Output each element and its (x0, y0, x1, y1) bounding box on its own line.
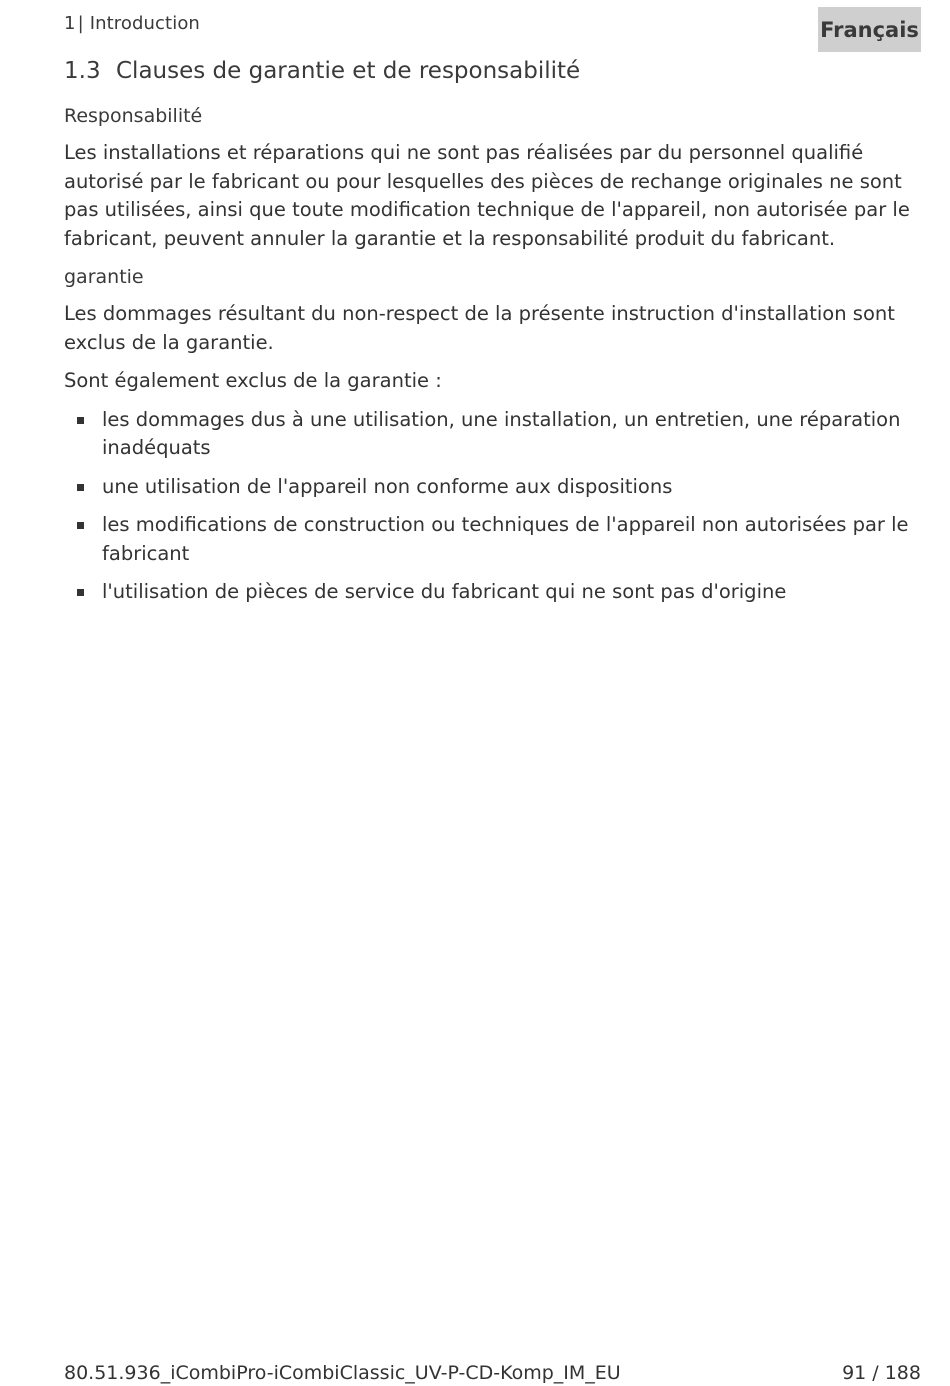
responsibility-paragraph: Les installations et réparations qui ne sont pas réalisées par du personnel qualifié autorisé par le fabricant ou pour lesquelles des pièces de rechange originales ne sont pas utilisées, ainsi que toute modification technique de l'appareil, non autorisée par le fabricant, peuvent annuler la garantie et la responsabilité produit du fabricant. (64, 141, 910, 250)
footer-page-number: 91 / 188 (842, 1362, 921, 1384)
exclusion-list (64, 406, 922, 607)
list-item (64, 473, 922, 502)
main-content (64, 102, 922, 617)
chapter-number: 1 (64, 13, 76, 34)
bullet-square-icon (77, 589, 84, 596)
warranty-paragraph: Les dommages résultant du non-respect de la présente instruction d'installation sont exclus de la garantie. (64, 302, 895, 354)
running-header (64, 13, 200, 34)
list-item-text: l'utilisation de pièces de service du fabricant qui ne sont pas d'origine (102, 580, 787, 603)
list-item (64, 406, 922, 463)
warranty-heading: garantie (64, 266, 144, 288)
section-number: 1.3 (64, 58, 101, 84)
list-item-text: les modifications de construction ou techniques de l'appareil non autorisées par le fabricant (102, 513, 909, 565)
bullet-square-icon (77, 417, 84, 424)
list-item-text: une utilisation de l'appareil non conforme aux dispositions (102, 474, 673, 498)
section-title: Clauses de garantie et de responsabilité (116, 58, 581, 84)
list-item (64, 578, 922, 607)
chapter-title: Introduction (89, 13, 200, 34)
warranty-intro: Sont également exclus de la garantie : (64, 369, 442, 392)
list-item (64, 511, 922, 568)
language-tab (818, 7, 921, 52)
chapter-separator: | (77, 13, 84, 34)
list-item-text: les dommages dus à une utilisation, une installation, un entretien, une réparation inadéquats (102, 407, 901, 459)
language-tab-label: Français (820, 17, 919, 42)
footer-document-id: 80.51.936_iCombiPro-iCombiClassic_UV-P-CD-Komp_IM_EU (64, 1362, 621, 1384)
responsibility-heading: Responsabilité (64, 105, 203, 127)
section-heading (64, 58, 580, 84)
bullet-square-icon (77, 522, 84, 529)
bullet-square-icon (77, 484, 84, 491)
